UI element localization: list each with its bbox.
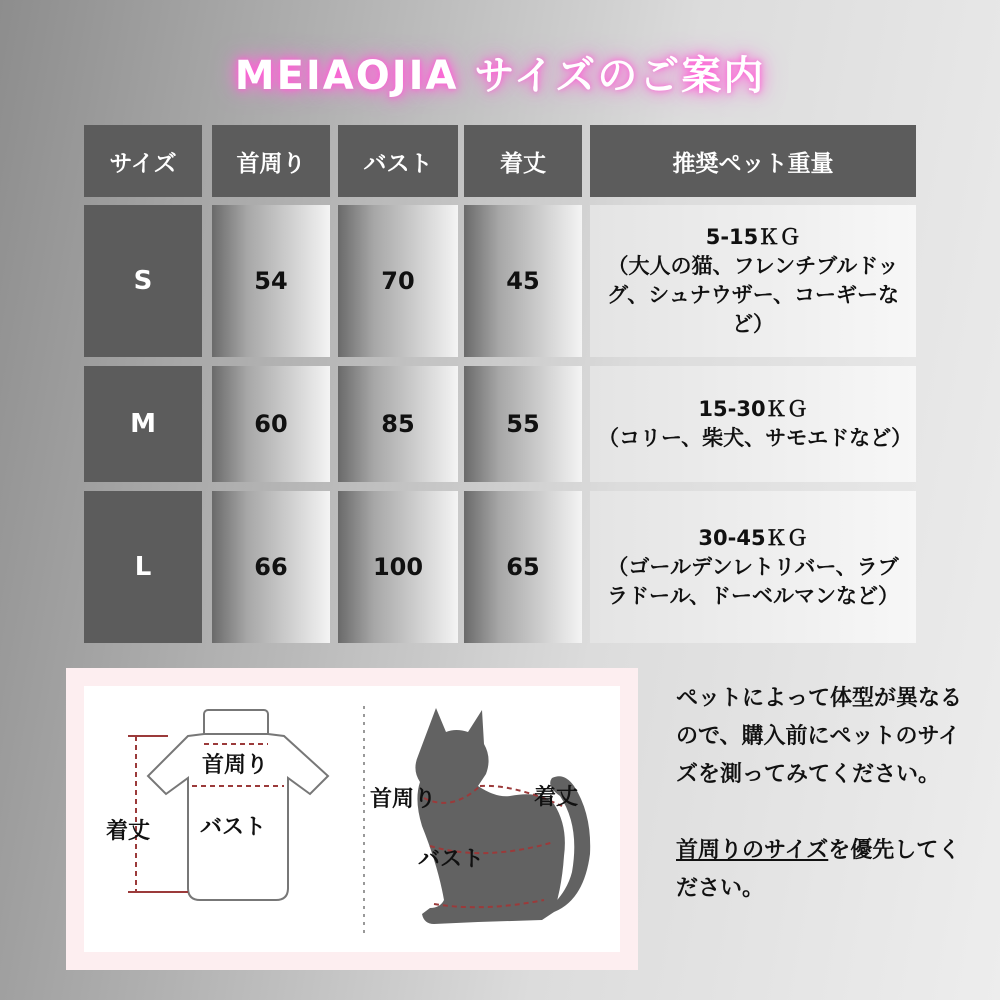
header-neck: 首周り [212,125,330,197]
page-title: MEIAOJIA サイズのご案内 [234,53,766,99]
neck-cell-s: 54 [212,205,330,357]
note-rest: を優先してください。 [676,838,961,901]
bust-cell-l: 100 [338,491,458,643]
diagram-graphics [84,686,620,952]
note-paragraph-2 [676,832,976,908]
shirt-label-length: 着丈 [106,819,151,844]
header-weight: 推奨ペット重量 [590,125,916,197]
cat-label-neck: 首周り [370,787,437,812]
header-size: サイズ [84,125,202,197]
bust-cell-s: 70 [338,205,458,357]
cat-label-length: 着丈 [534,785,579,810]
header-bust: バスト [338,125,458,197]
size-cell-s: S [84,205,202,357]
weight-range: 15-30ＫＧ [698,397,808,421]
neck-cell-m: 60 [212,366,330,482]
shirt-icon [148,710,328,900]
cat-silhouette-icon [415,708,590,924]
weight-cell-l [590,491,916,643]
header-length: 着丈 [464,125,582,197]
neck-cell-l: 66 [212,491,330,643]
cat-label-bust: バスト [418,847,485,872]
shirt-label-neck: 首周り [202,753,269,778]
shirt-label-bust: バスト [200,815,267,840]
length-cell-m: 55 [464,366,582,482]
note-spacer [676,794,976,832]
note-paragraph-1: ペットによって体型が異なるので、購入前にペットのサイズを測ってみてください。 [676,686,963,787]
bust-cell-m: 85 [338,366,458,482]
breed-examples: （コリー、柴犬、サモエドなど） [598,426,913,450]
size-cell-l: L [84,491,202,643]
weight-cell-s [590,205,916,357]
breed-examples: （ゴールデンレトリバー、ラブラドール、ドーベルマンなど） [607,554,899,608]
size-cell-m: M [84,366,202,482]
length-cell-s: 45 [464,205,582,357]
breed-examples: （大人の猫、フレンチブルドッグ、シュナウザー、コーギーなど） [607,254,899,336]
measurement-note [676,680,976,908]
diagram-canvas [84,686,620,952]
weight-cell-m [590,366,916,482]
weight-range: 5-15ＫＧ [705,225,801,249]
weight-range: 30-45ＫＧ [698,525,808,550]
note-emphasis: 首周りのサイズ [676,838,829,863]
length-cell-l: 65 [464,491,582,643]
measurement-diagram [66,668,638,970]
